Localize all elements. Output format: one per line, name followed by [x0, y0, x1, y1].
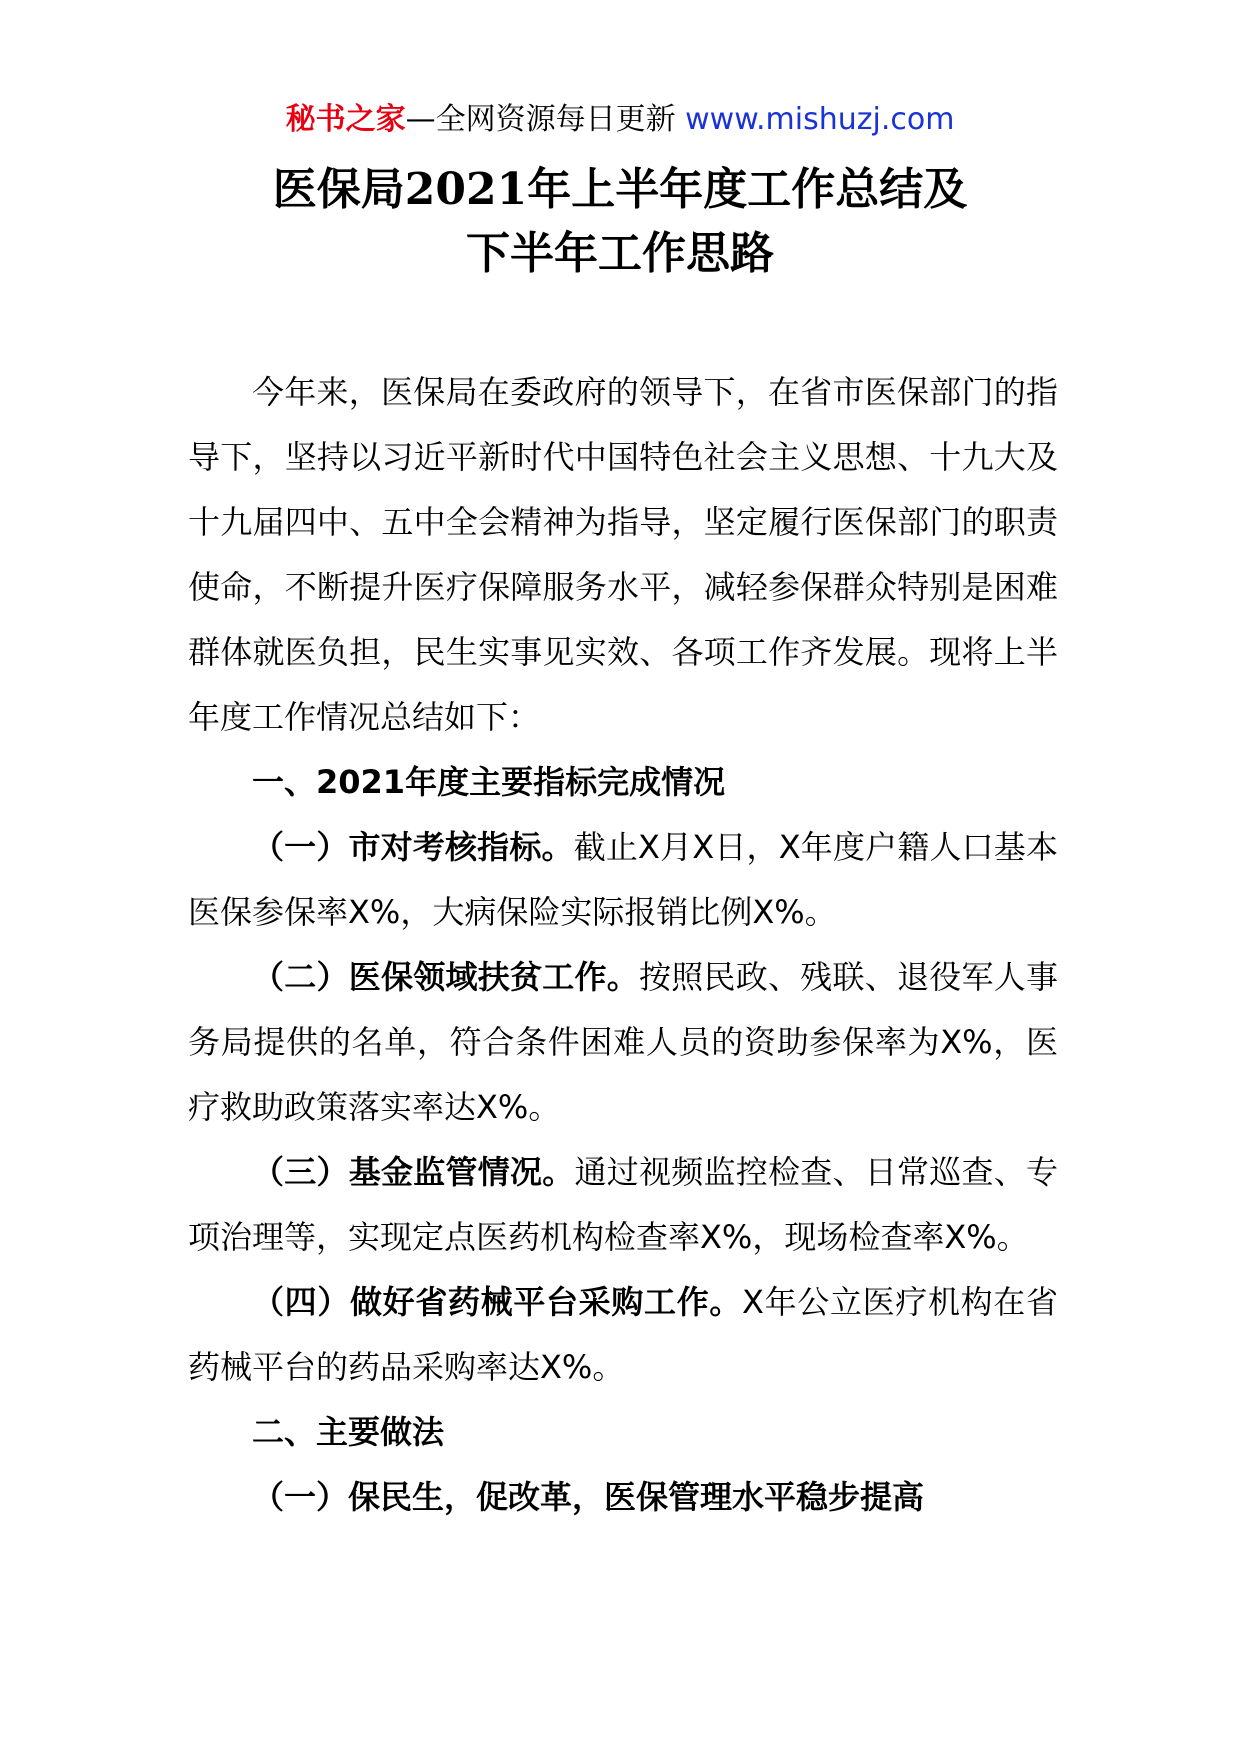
site-banner — [0, 100, 1240, 140]
intro-paragraph: 今年来，医保局在委政府的领导下，在省市医保部门的指导下，坚持以习近平新时代中国特色社会主义思想、十九大及十九届四中、五中全会精神为指导，坚定履行医保部门的职责使命，不断提升医疗保障服务水平，减轻参保群众特别是困难群体就医负担，民生实事见实效、各项工作齐发展。现将上半年度工作情况总结如下： — [188, 373, 1058, 736]
item-paragraph — [188, 945, 1058, 1140]
item-text: 按照民政、残联、退役军人事务局提供的名单，符合条件困难人员的资助参保率为X%，医疗救助政策落实率达X%。 — [188, 958, 1058, 1126]
section2-subheading: （一）保民生，促改革，医保管理水平稳步提高 — [252, 1478, 925, 1516]
item-text: 截止X月X日，X年度户籍人口基本医保参保率X%，大病保险实际报销比例X%。 — [188, 828, 1058, 931]
site-url-link[interactable]: www.mishuzj.com — [685, 102, 955, 137]
document-title-line1: 医保局2021年上半年度工作总结及 — [272, 164, 968, 215]
item-paragraph — [188, 1140, 1058, 1270]
banner-tagline: —全网资源每日更新 — [405, 102, 686, 137]
document-title-line2: 下半年工作思路 — [466, 228, 774, 279]
item-label: （一）市对考核指标。 — [252, 828, 574, 866]
item-text: 通过视频监控检查、日常巡查、专项治理等，实现定点医药机构检查率X%，现场检查率X%。 — [188, 1153, 1058, 1256]
item-text: X年公立医疗机构在省药械平台的药品采购率达X%。 — [188, 1283, 1058, 1386]
item-paragraph — [188, 815, 1058, 945]
section2-heading: 二、主要做法 — [252, 1413, 445, 1451]
section1-heading: 一、2021年度主要指标完成情况 — [252, 763, 726, 801]
item-label: （二）医保领域扶贫工作。 — [252, 958, 639, 996]
item-label: （三）基金监管情况。 — [252, 1153, 575, 1191]
brand-name: 秘书之家 — [285, 102, 406, 137]
document-body — [188, 360, 1058, 1530]
item-label: （四）做好省药械平台采购工作。 — [252, 1283, 743, 1321]
item-paragraph — [188, 1270, 1058, 1400]
